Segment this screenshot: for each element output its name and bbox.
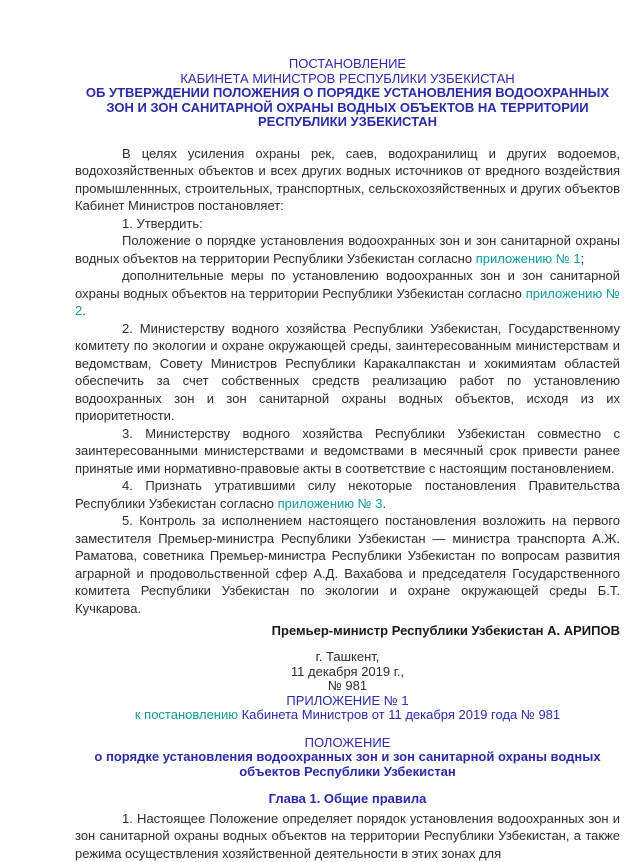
text-run: 4. Признать утратившими силу некоторые постановления Правительства Республики Узбекистан согласно bbox=[75, 478, 620, 511]
document-header bbox=[75, 57, 620, 130]
position-header bbox=[75, 736, 620, 780]
paragraph bbox=[75, 512, 620, 617]
text-run: дополнительные меры по установлению водоохранных зон и зон санитарной охраны водных объектов на территории Республики Узбекистан согласно bbox=[75, 268, 620, 301]
appendix-link[interactable]: приложению № 3 bbox=[278, 496, 383, 511]
decree-type-line: ПОСТАНОВЛЕНИЕ bbox=[75, 57, 620, 72]
paragraph bbox=[75, 267, 620, 320]
paragraph bbox=[75, 232, 620, 267]
signature-line: Премьер-министр Республики Узбекистан А. АРИПОВ bbox=[75, 622, 620, 639]
decree-meta bbox=[75, 650, 620, 694]
appendix-paragraph bbox=[75, 810, 620, 862]
text-run: 5. Контроль за исполнением настоящего постановления возложить на первого заместителя Премьер-министра Республики Узбекистан — министра транспорта А.Ж. Раматова, советника Премьер-министра Республики Узбекистан по вопросам развития аграрной и продовольственной сфер А.Д. Вахабова и председателя Государственного комитета Республики Узбекистан по экологии и охране окружающей среды Б.Т. Кучкарова. bbox=[75, 513, 620, 616]
appendix-subtitle bbox=[75, 708, 620, 723]
date-line: 11 декабря 2019 г., bbox=[75, 665, 620, 680]
text-run: Положение о порядке установления водоохранных зон и зон санитарной охраны водных объектов на территории Республики Узбекистан согласно bbox=[75, 233, 620, 266]
appendix-link[interactable]: к постановлению bbox=[135, 707, 238, 722]
position-title: о порядке установления водоохранных зон и зон санитарной охраны водных объектов Республики Узбекистан bbox=[75, 750, 620, 779]
number-line: № 981 bbox=[75, 679, 620, 694]
paragraph bbox=[75, 215, 620, 233]
text-run: 2. Министерству водного хозяйства Республики Узбекистан, Государственному комитету по экологии и охране окружающей среды, заинтересованным министерствам и ведомствам, Совету Министров Республики Каракалпакстан и хокимиятам областей обеспечить за счет собственных средств реализацию работ по установлению водоохранных зон и зон санитарной охраны водных объектов, исходя из их приоритетности. bbox=[75, 321, 620, 424]
text-run: . bbox=[82, 303, 86, 318]
paragraph bbox=[75, 320, 620, 425]
paragraph bbox=[75, 425, 620, 478]
paragraph bbox=[75, 145, 620, 215]
appendix-link[interactable]: приложению № 1 bbox=[476, 251, 581, 266]
appendix-title: ПРИЛОЖЕНИЕ № 1 bbox=[75, 694, 620, 709]
decree-authority-line: КАБИНЕТА МИНИСТРОВ РЕСПУБЛИКИ УЗБЕКИСТАН bbox=[75, 72, 620, 87]
text-run: Кабинета Министров от 11 декабря 2019 года № 981 bbox=[238, 707, 560, 722]
paragraph bbox=[75, 477, 620, 512]
position-heading: ПОЛОЖЕНИЕ bbox=[75, 736, 620, 751]
place-line: г. Ташкент, bbox=[75, 650, 620, 665]
chapter-heading: Глава 1. Общие правила bbox=[75, 792, 620, 807]
text-run: В целях усиления охраны рек, саев, водохранилищ и других водоемов, водохозяйственных объектов и всех других водных источников от вредного воздействия промышленнных, строительных, транспортных, сельскохозяйственных и других объектов Кабинет Министров постановляет: bbox=[75, 146, 620, 214]
appendix-header bbox=[75, 694, 620, 723]
decree-title: ОБ УТВЕРЖДЕНИИ ПОЛОЖЕНИЯ О ПОРЯДКЕ УСТАНОВЛЕНИЯ ВОДООХРАННЫХ ЗОН И ЗОН САНИТАРНОЙ ОХРАНЫ ВОДНЫХ ОБЪЕКТОВ НА ТЕРРИТОРИИ РЕСПУБЛИКИ УЗБЕКИСТАН bbox=[75, 86, 620, 130]
text-run: 1. Настоящее Положение определяет порядок установления водоохранных зон и зон санитарной охраны водных объектов на территории Республики Узбекистан, а также режима осуществления хозяйственной деятельности в этих зонах для bbox=[75, 811, 620, 861]
text-run: 3. Министерству водного хозяйства Республики Узбекистан совместно с заинтересованными министерствами и ведомствами в месячный срок привести ранее принятые ими нормативно-правовые акты в соответствие с настоящим постановлением. bbox=[75, 426, 620, 476]
document-body bbox=[75, 145, 620, 640]
text-run: . bbox=[382, 496, 386, 511]
appendix-link[interactable]: приложению № 2 bbox=[75, 286, 620, 319]
text-run: 1. Утвердить: bbox=[122, 216, 203, 231]
text-run: ; bbox=[581, 251, 585, 266]
